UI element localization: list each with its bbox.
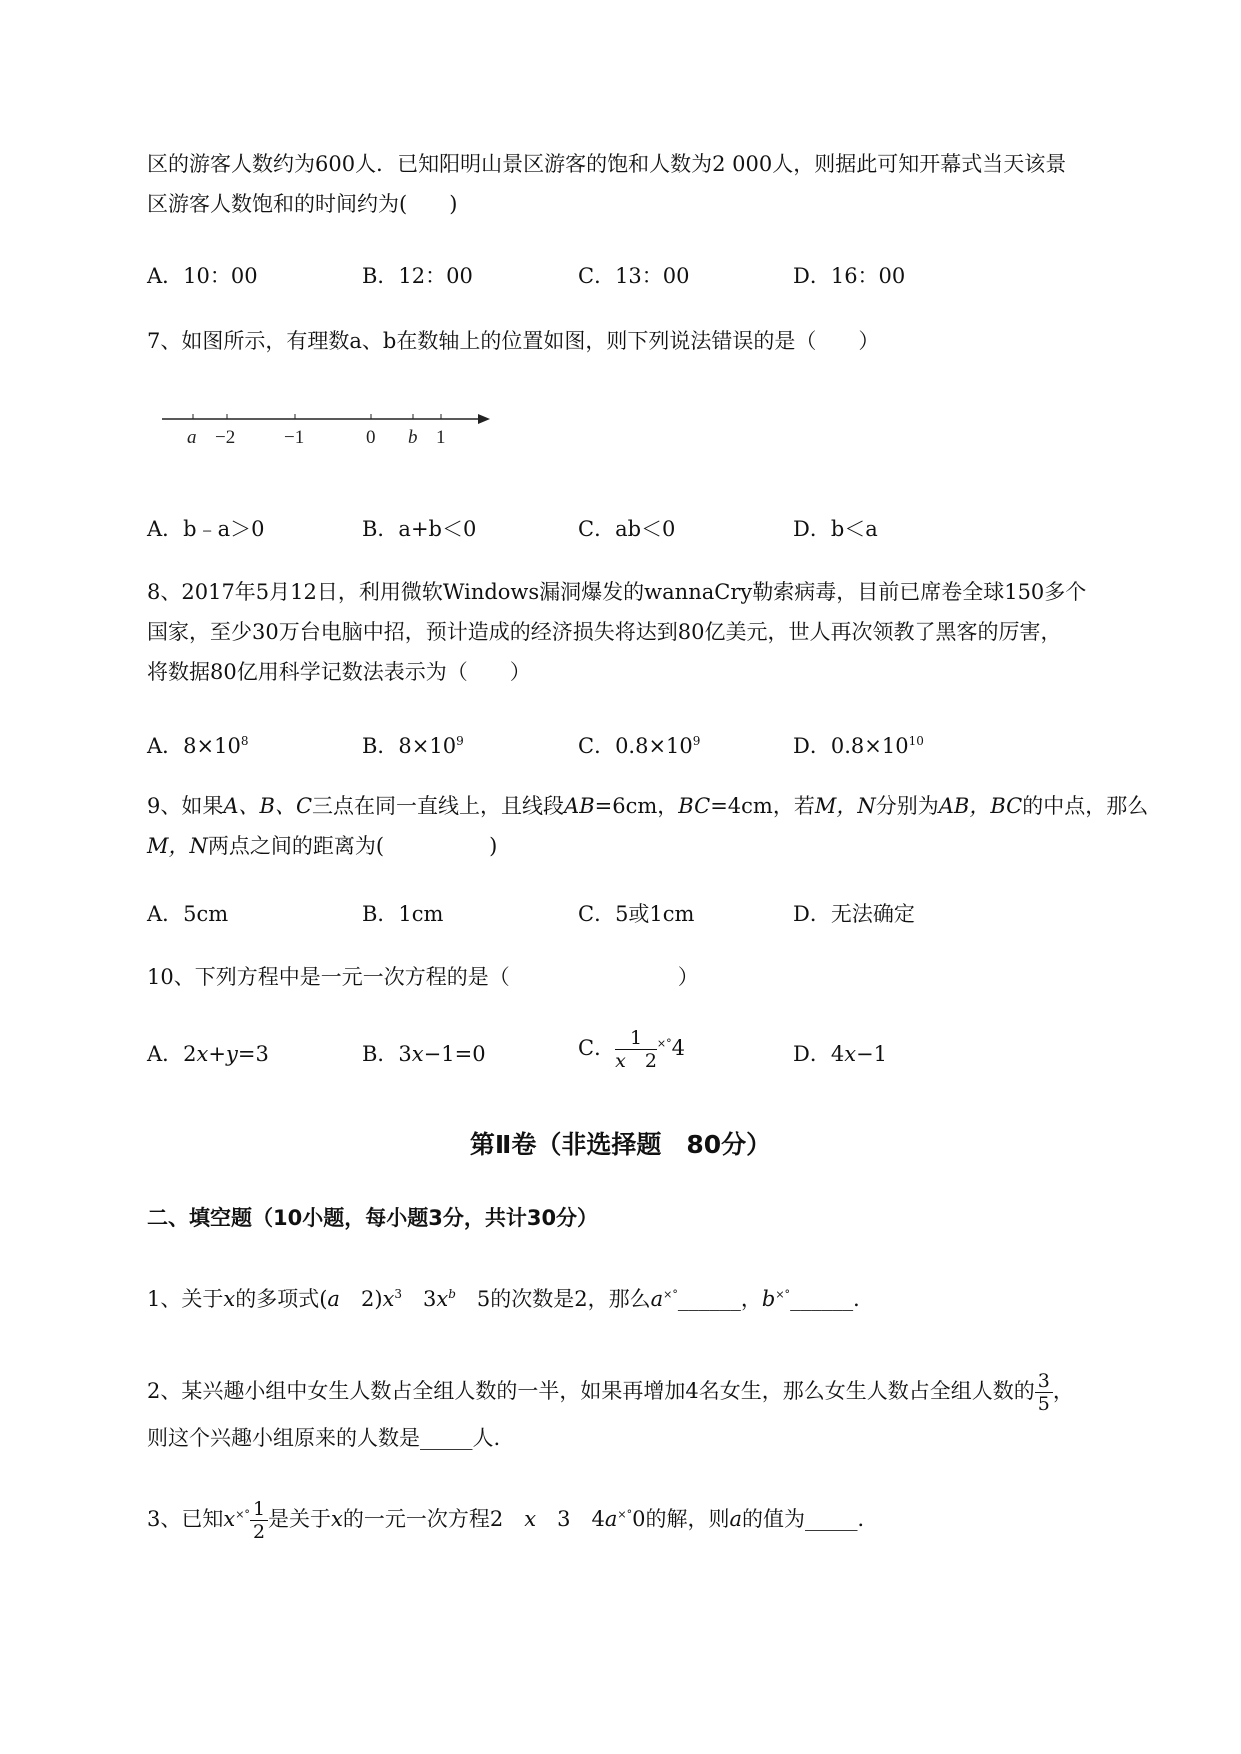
q8-option-c: C．$0.8\times 10^9$ [578, 734, 701, 758]
q6-option-a: A．10：00 [147, 264, 258, 288]
q7-option-a: A．b﹣a＞0 [147, 517, 265, 541]
q8-line1: 8、2017年5月12日，利用微软Windows漏洞爆发的wannaCry勒索病毒，目前已席卷全球150多个 [147, 580, 1087, 604]
q6-line1: 区的游客人数约为600人．已知阳明山景区游客的饱和人数为2 000人，则据此可知开幕式当天该景 [147, 152, 1067, 176]
q10-c-fraction: $\frac{1}{x 2}$ [615, 1027, 657, 1072]
q8-line2: 国家，至少30万台电脑中招，预计造成的经济损失将达到80亿美元，世人再次领教了黑客的厉害， [147, 620, 1062, 644]
q9-option-a: A．5cm [147, 902, 229, 926]
q9-option-b: B．1cm [362, 902, 444, 926]
q6-option-b: B．12：00 [362, 264, 473, 288]
section-title: 第Ⅱ卷（非选择题 80分） [469, 1130, 772, 1159]
axis-label-neg2: −2 [215, 427, 236, 448]
q10-option-c: C． $\frac{1}{x 2}$ ×°4 [578, 1027, 685, 1072]
q8-option-a: A．$8\times 10^8$ [147, 734, 249, 758]
q7-option-c: C．ab＜0 [578, 517, 676, 541]
number-line-figure [160, 410, 490, 455]
q7-option-b: B．a+b＜0 [362, 517, 477, 541]
fill-q3-fraction: $\frac{1}{2}$ [250, 1498, 268, 1543]
q6-option-d: D．16：00 [793, 264, 906, 288]
fill-q1: 1、关于x的多项式(a $2)x^3$ $3x^b$ 5的次数是2，那么a×°______，b×°______． [147, 1287, 875, 1311]
q10-option-b: B．3x−1=0 [362, 1042, 486, 1066]
axis-label-b: b [408, 427, 418, 448]
fill-q2-fraction: $\frac{3}{5}$ [1035, 1370, 1053, 1415]
q9-option-d: D．无法确定 [793, 902, 915, 926]
q6-option-c: C．13：00 [578, 264, 690, 288]
fill-q2-line1: 2、某兴趣小组中女生人数占全组人数的一半，如果再增加4名女生，那么女生人数占全组人数的 $\frac{3}{5}$ ， [147, 1370, 1074, 1415]
fill-q3: 3、已知x×° $\frac{1}{2}$ 是关于x的一元一次方程2 x 3 4a×°0的解，则a的值为_____． [147, 1498, 879, 1543]
q6-line2: 区游客人数饱和的时间约为( ) [147, 192, 458, 216]
q8-option-b: B．$8\times 10^9$ [362, 734, 464, 758]
q10-option-d: D．4x−1 [793, 1042, 888, 1066]
q9-line1: 9、如果A、B、C三点在同一直线上，且线段AB=6cm，BC=4cm，若M，N分别为AB，BC的中点，那么 [147, 794, 1149, 818]
q10-option-a: A．2x+y=3 [147, 1042, 269, 1066]
axis-label-a: a [187, 427, 197, 448]
q9-line2: M，N两点之间的距离为( ) [147, 834, 498, 858]
axis-label-neg1: −1 [284, 427, 305, 448]
q7-stem: 7、如图所示，有理数a、b在数轴上的位置如图，则下列说法错误的是（ ） [147, 329, 880, 353]
section-subtitle: 二、填空题（10小题，每小题3分，共计30分） [147, 1206, 599, 1230]
axis-label-1: 1 [436, 427, 446, 448]
q8-option-d: D．$0.8\times 10^{10}$ [793, 734, 924, 758]
axis-label-0: 0 [366, 427, 376, 448]
q9-option-c: C．5或1cm [578, 902, 695, 926]
fill-q2-line2: 则这个兴趣小组原来的人数是_____人. [147, 1426, 501, 1450]
q10-stem: 10、下列方程中是一元一次方程的是（ ） [147, 965, 699, 989]
q8-line3: 将数据80亿用科学记数法表示为（ ） [147, 660, 531, 684]
q7-option-d: D．b＜a [793, 517, 878, 541]
